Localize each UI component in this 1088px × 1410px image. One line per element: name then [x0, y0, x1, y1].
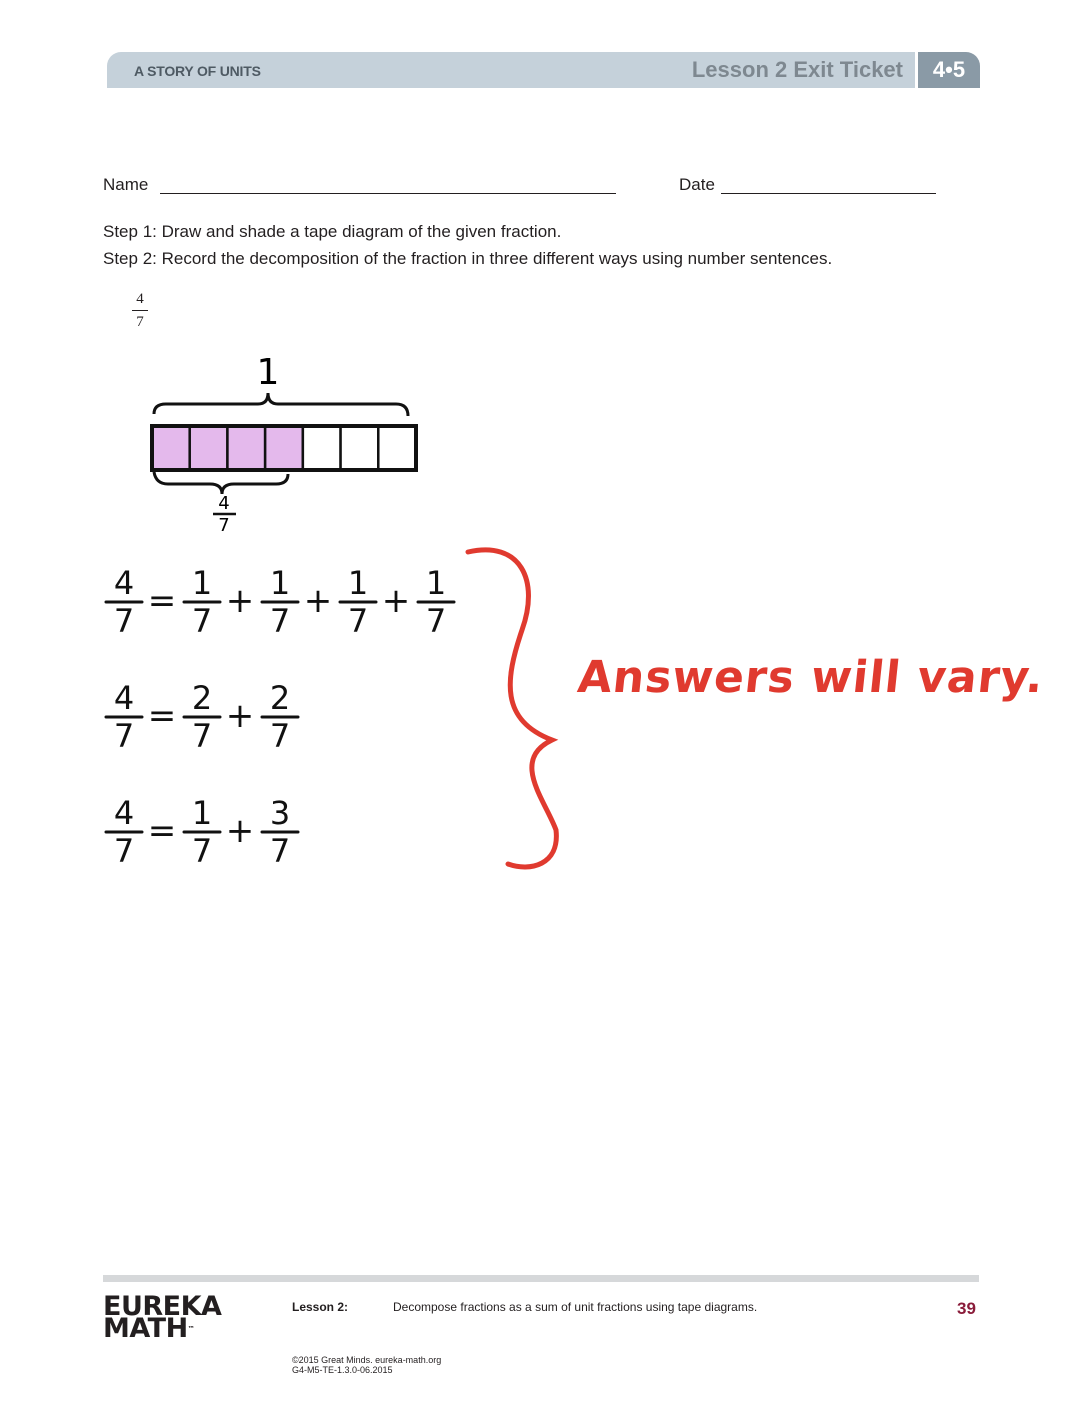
date-label: Date [679, 175, 715, 194]
shaded-label-denominator: 7 [218, 515, 230, 536]
tape-part-shaded [152, 426, 190, 470]
whole-label: 1 [256, 352, 280, 393]
tape-part [341, 426, 379, 470]
step-1-text: Step 1: Draw and shade a tape diagram of the given fraction. [103, 222, 562, 241]
fraction-numerator: 1 [269, 564, 291, 602]
fraction-denominator: 7 [113, 717, 135, 755]
equals-sign: = [147, 811, 177, 851]
tape-part-shaded [265, 426, 303, 470]
tape-part-shaded [190, 426, 228, 470]
whole-brace [154, 393, 408, 416]
plus-sign: + [303, 581, 333, 621]
shaded-label-numerator: 4 [218, 493, 230, 514]
fraction-denominator: 7 [191, 602, 213, 640]
grouping-brace [468, 550, 556, 867]
fraction-denominator: 7 [191, 832, 213, 870]
plus-sign: + [225, 811, 255, 851]
plus-sign: + [381, 581, 411, 621]
eureka-math-logo [103, 1291, 222, 1344]
logo-line-1: EUREKA [103, 1291, 222, 1322]
fraction-numerator: 3 [269, 794, 291, 832]
fraction-denominator: 7 [191, 717, 213, 755]
plus-sign: + [225, 696, 255, 736]
grade-module-badge: 4•5 [918, 52, 980, 88]
shaded-brace [154, 472, 288, 494]
number-sentences [106, 564, 454, 870]
fraction-denominator: 7 [269, 717, 291, 755]
name-label: Name [103, 175, 149, 194]
answer-note: Answers will vary. [575, 652, 1047, 703]
fraction-numerator: 4 [113, 564, 135, 602]
fraction-numerator: 2 [269, 679, 291, 717]
fraction-denominator: 7 [269, 602, 291, 640]
fraction-numerator: 1 [191, 794, 213, 832]
equals-sign: = [147, 696, 177, 736]
given-fraction-denominator: 7 [136, 314, 144, 330]
tape-part [378, 426, 416, 470]
step-2-text: Step 2: Record the decomposition of the fraction in three different ways using number sentences. [103, 249, 833, 268]
logo-line-2: MATH™ [103, 1313, 195, 1344]
fraction-denominator: 7 [425, 602, 447, 640]
footer-lesson-description: Decompose fractions as a sum of unit fractions using tape diagrams. [393, 1300, 758, 1314]
footer-lesson-label: Lesson 2: [292, 1300, 349, 1314]
fraction-numerator: 4 [113, 679, 135, 717]
plus-sign: + [225, 581, 255, 621]
fraction-numerator: 4 [113, 794, 135, 832]
fraction-denominator: 7 [347, 602, 369, 640]
fraction-denominator: 7 [269, 832, 291, 870]
series-label: A STORY OF UNITS [134, 63, 261, 79]
equals-sign: = [147, 581, 177, 621]
copyright-line-1: ©2015 Great Minds. eureka-math.org [292, 1355, 442, 1365]
given-fraction-numerator: 4 [132, 292, 148, 311]
tape-part [303, 426, 341, 470]
copyright-line-2: G4-M5-TE-1.3.0-06.2015 [292, 1365, 393, 1375]
fraction-numerator: 1 [191, 564, 213, 602]
fraction-numerator: 1 [347, 564, 369, 602]
tape-part-shaded [227, 426, 265, 470]
page-number: 39 [957, 1299, 976, 1318]
fraction-numerator: 2 [191, 679, 213, 717]
lesson-title: Lesson 2 Exit Ticket [691, 57, 903, 82]
fraction-denominator: 7 [113, 602, 135, 640]
footer-rule [103, 1275, 979, 1282]
fraction-numerator: 1 [425, 564, 447, 602]
copyright [292, 1355, 441, 1375]
tape-diagram [152, 352, 416, 536]
fraction-denominator: 7 [113, 832, 135, 870]
